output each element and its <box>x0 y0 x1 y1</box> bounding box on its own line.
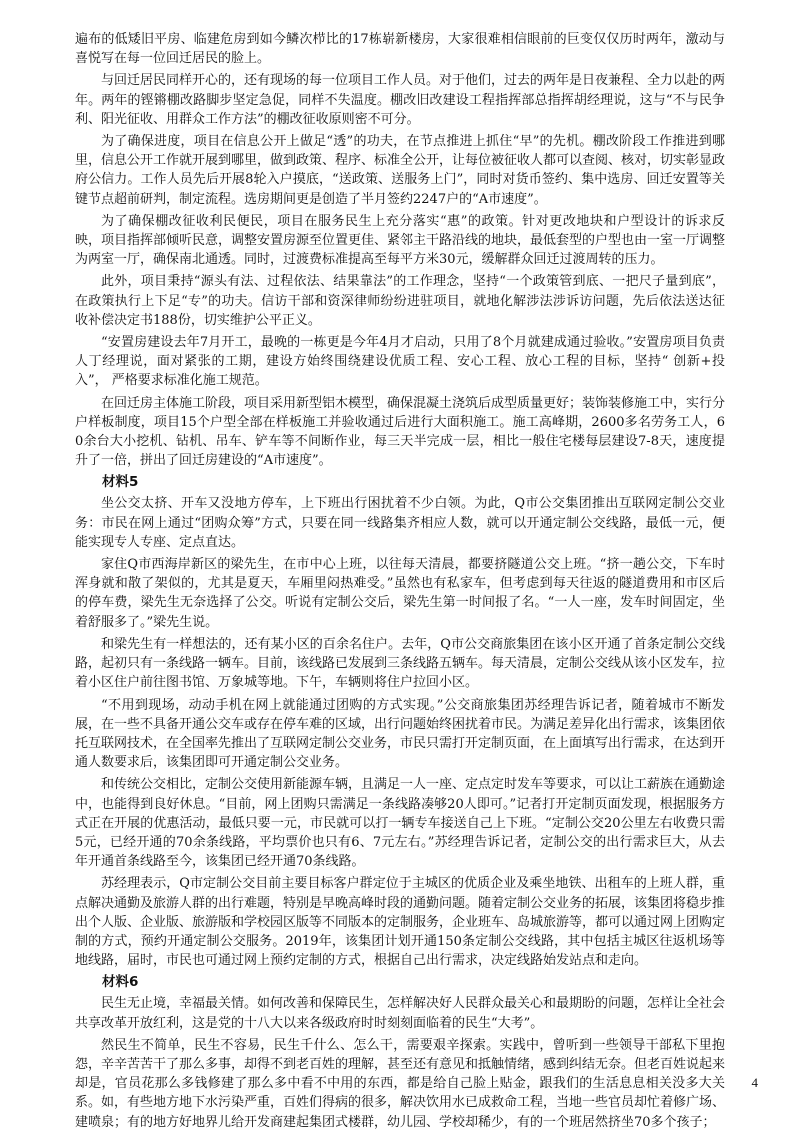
paragraph: 民生无止境，幸福最关情。如何改善和保障民生，怎样解决好人民群众最关心和最期盼的问题，怎样让全社会共享改革开放红利，这是党的十八大以来各级政府时时刻刻面临着的民生“大考”。 <box>75 996 726 1031</box>
paragraph: 家住Q市西海岸新区的梁先生，在市中心上班，以往每天清晨，都要挤隧道公交上班。“挤一趟公交，下车时浑身就和散了架似的，尤其是夏天，车厢里闷热难受。”虽然也有私家车，但考虑到每天往返的隧道费用和市区后的停车费，梁先生无奈选择了公交。听说有定制公交后，梁先生第一时间报了名。“一人一座，发车时间固定，坐着舒服多了。”梁先生说。 <box>75 557 725 630</box>
document-page <box>75 30 725 1135</box>
paragraph: 然民生不简单，民生不容易，民生千什么、怎么干，需要艰辛探索。实践中，曾听到一些领导干部私下里抱怨，辛辛苦苦干了那么多事，却得不到老百姓的理解，甚至还有意见和抵触情绪，感到纠结无奈。但老百姓说起来却是，官员花那么多钱修建了那么多中看不中用的东西，都是给自己脸上贴金，跟我们的生活息息相关没多大关系。如，有些地方地下水污染严重，百姓们得病的很多，解决饮用水已成救命工程，当地一些官员却忙着修广场、建喷泉；有的地方好地界儿给开发商建起集团式楼群，幼儿园、学校却稀少，有的一个班居然挤坐70多个孩子； <box>75 1037 726 1130</box>
paragraph: 为了确保棚改征收利民便民，项目在服务民生上充分落实“惠”的政策。针对更改地块和户型设计的诉求反映，项目指挥部倾听民意，调整安置房源至位置更佳、紧邻主干路沿线的地块，最低套型的户型也由一室一厅调整为两室一厅，确保南北通透。同时，过渡费标准提高至每平方米30元，缓解群众回迁过渡周转的压力。 <box>75 213 726 268</box>
section-heading-material-6: 材料6 <box>102 974 139 991</box>
paragraph: 此外，项目秉持“源头有法、过程依法、结果靠法”的工作理念，坚持“一个政策管到底、一把尺子量到底”，在政策执行上下足“专”的功夫。信访干部和资深律师纷纷进驻项目，就地化解涉法涉诉访问题，先后依法送达征收补偿决定书188份，切实维护公平正义。 <box>75 274 725 328</box>
paragraph: 在回迁房主体施工阶段，项目采用新型铝木模型，确保混凝土浇筑后成型质量更好；装饰装修施工中，实行分户样板制度，项目15个户型全部在样板施工并验收通过后进行大面积施工。施工高峰期，2600多名劳务工人，60余台大小挖机、钻机、吊车、铲车等不间断作业，每三天半完成一层，相比一般住宅楼每层建设7-8天，速度提升了一倍，拼出了回迁房建设的“A市速度”。 <box>75 395 726 469</box>
page-number: 4 <box>751 1075 758 1090</box>
paragraph: 苏经理表示，Q市定制公交目前主要目标客户群定位于主城区的优质企业及乘坐地铁、出租车的上班人群，重点解决通勤及旅游人群的出行难题，特别是早晚高峰时段的通勤问题。随着定制公交业务的拓展，该集团将稳步推出个人版、企业版、旅游版和学校园区版等不同版本的定制服务，企业班车、岛城旅游等，都可以通过网上团购定制的方式，预约开通定制公交服务。2019年，该集团计划开通150条定制公交线路，其中包括主城区往返机场等地线路，届时，市民也可通过网上预约定制的方式，根据自己出行需求，决定线路始发站点和走向。 <box>75 876 726 969</box>
paragraph: “不用到现场，动动手机在网上就能通过团购的方式实现。”公交商旅集团苏经理告诉记者，随着城市不断发展，在一些不具备开通公交车或存在停车难的区域，出行问题始终困扰着市民。为满足差异化出行需求，该集团依托互联网技术，在全国率先推出了互联网定制公交业务，市民只需打开定制页面，在上面填写出行需求，在达到开通人数要求后，该集团即可开通定制公交业务。 <box>75 697 726 771</box>
paragraph: 和传统公交相比，定制公交使用新能源车辆，且满足一人一座、定点定时发车等要求，可以让工薪族在通勤途中，也能得到良好休息。“目前，网上团购只需满足一条线路凑够20人即可。”记者打开定制页面发现，根据服务方式正在开展的优惠活动，最低只要一元，市民就可以打一辆专车接送自己上下班。“定制公交20公里左右收费只需5元，已经开通的70余条线路，平均票价也只有6、7元左右。”苏经理告诉记者，定制公交的出行需求巨大，从去年开通首条线路至今，该集团已经开通70条线路。 <box>75 777 726 870</box>
section-heading-material-5: 材料5 <box>102 474 139 491</box>
paragraph: 坐公交太挤、开车又没地方停车，上下班出行困扰着不少白领。为此，Q市公交集团推出互联网定制公交业务：市民在网上通过“团购众筹”方式，只要在同一线路集齐相应人数，就可以开通定制公交线路，最低一元，便能实现专人专座、定点直达。 <box>75 496 725 550</box>
paragraph: 遍布的低矮旧平房、临建危房到如今鳞次栉比的17栋崭新楼房，大家很难相信眼前的巨变仅仅历时两年，激动与喜悦写在每一位回迁居民的脸上。 <box>75 32 725 67</box>
paragraph: 和梁先生有一样想法的，还有某小区的百余名住户。去年，Q市公交商旅集团在该小区开通了首条定制公交线路，起初只有一条线路一辆车。目前，该线路已发展到三条线路五辆车。每天清晨，定制公交线从该小区发车，拉着小区住户前往图书馆、万象城等地。下午，车辆则将住户拉回小区。 <box>75 636 726 691</box>
paragraph: “安置房建设去年7月开工，最晚的一栋更是今年4月才启动，只用了8个月就建成通过验收。”安置房项目负责人丁经理说，面对紧张的工期，建设方始终围绕建设优质工程、安心工程、放心工程的目标，坚持“ 创新+投入”， 严格要求标准化施工规范。 <box>75 335 725 389</box>
paragraph: 为了确保进度，项目在信息公开上做足“透”的功夫，在节点推进上抓住“早”的先机。棚改阶段工作推进到哪里，信息公开工作就开展到哪里，做到政策、程序、标准全公开，让每位被征收人都可以查阅、核对，切实彰显政府公信力。工作人员先后开展8轮入户摸底，“送政策、送服务上门”，同时对货币签约、集中选房、回迁安置等关键节点超前研判，制定流程。选房期间更是创造了半月签约2247户的“A市速度”。 <box>75 134 726 207</box>
paragraph: 与回迁居民同样开心的，还有现场的每一位项目工作人员。对于他们，过去的两年是日夜兼程、全力以赴的两年。两年的铿锵棚改路脚步坚定急促，同样不失温度。棚改旧改建设工程指挥部总指挥胡经理说，这与“不与民争利、阳光征收、用群众工作方法”的棚改征收原则密不可分。 <box>75 73 726 127</box>
